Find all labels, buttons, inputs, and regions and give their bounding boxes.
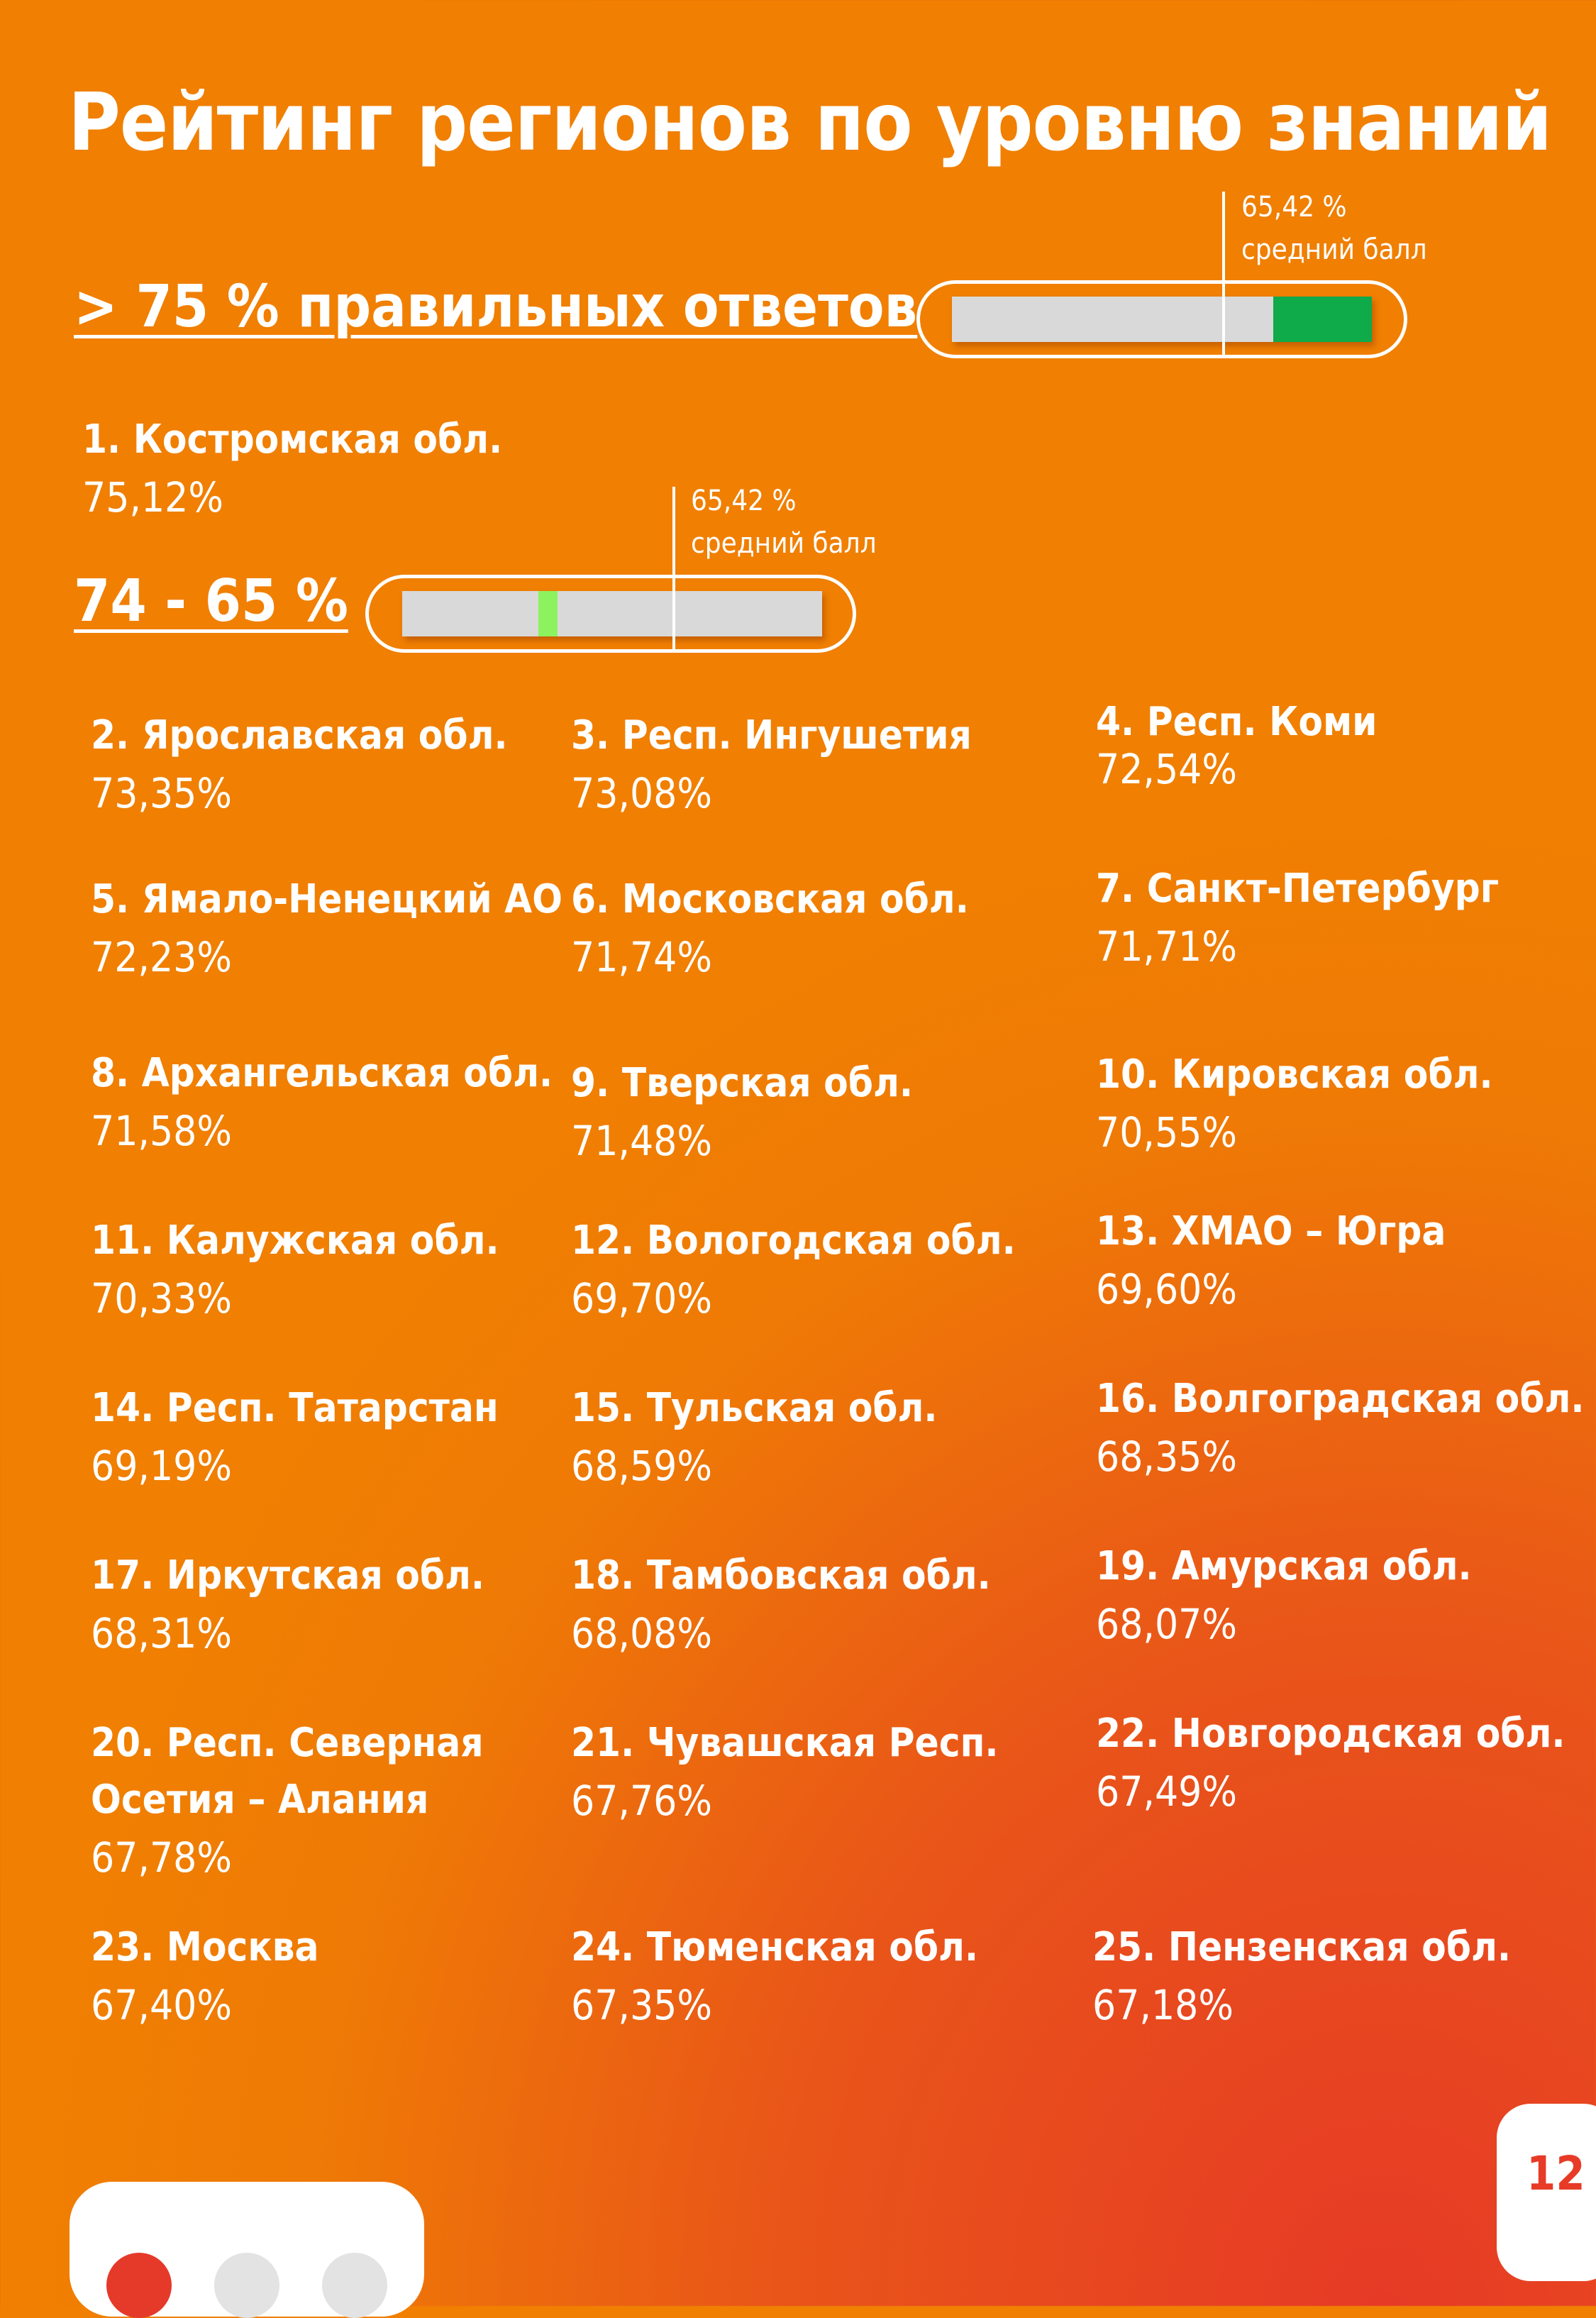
section-heading-above-75: > 75 % правильных ответов — [74, 273, 918, 341]
region-item-22: 22. Новгородская обл. 67,49% — [1096, 1711, 1565, 1816]
page-dot-1[interactable] — [106, 2253, 172, 2318]
region-item-2: 2. Ярославская обл. 73,35% — [91, 712, 508, 817]
region-item-7: 7. Санкт-Петербург 71,71% — [1096, 866, 1500, 971]
region-item-19: 19. Амурская обл. 68,07% — [1096, 1543, 1472, 1648]
region-item-13: 13. ХМАО – Югра 69,60% — [1096, 1208, 1446, 1313]
page-dot-2[interactable] — [214, 2253, 279, 2318]
average-label-2: 65,42 % средний балл — [691, 485, 877, 560]
region-item-25: 25. Пензенская обл. 67,18% — [1092, 1924, 1511, 2029]
section-heading-74-65: 74 - 65 % — [74, 568, 348, 635]
page-number-badge — [1497, 2104, 1596, 2281]
page-dot-3[interactable] — [322, 2253, 387, 2318]
region-item-4: 4. Респ. Коми 72,54% — [1096, 699, 1378, 793]
region-item-23: 23. Москва 67,40% — [91, 1924, 319, 2029]
gauge-track — [402, 591, 822, 636]
region-item-20: 20. Респ. Северная Осетия – Алания 67,78% — [91, 1720, 484, 1882]
gauge-track — [952, 297, 1372, 342]
page-title: Рейтинг регионов по уровню знаний — [68, 77, 1552, 169]
region-item-8: 8. Архангельская обл. 71,58% — [91, 1050, 553, 1155]
region-item-5: 5. Ямало-Ненецкий АО 72,23% — [91, 876, 563, 981]
average-marker-line-1 — [1222, 192, 1225, 356]
average-marker-line-2 — [672, 487, 675, 651]
page-number: 12 — [1526, 2146, 1585, 2201]
region-item-17: 17. Иркутская обл. 68,31% — [91, 1552, 485, 1657]
region-item-21: 21. Чувашская Респ. 67,76% — [571, 1720, 999, 1825]
region-item-6: 6. Московская обл. 71,74% — [571, 876, 969, 981]
region-item-14: 14. Респ. Татарстан 69,19% — [91, 1385, 499, 1490]
gauge-range-fill — [1273, 297, 1372, 342]
region-item-11: 11. Калужская обл. 70,33% — [91, 1218, 499, 1323]
gauge-range-fill — [538, 591, 558, 636]
region-item-24: 24. Тюменская обл. 67,35% — [571, 1924, 979, 2029]
score-gauge-74-65 — [365, 575, 856, 653]
region-item-1: 1. Костромская обл. 75,12% — [82, 416, 503, 521]
region-item-12: 12. Вологодская обл. 69,70% — [571, 1218, 1016, 1323]
average-label-1: 65,42 % средний балл — [1241, 191, 1427, 266]
region-item-15: 15. Тульская обл. 68,59% — [571, 1385, 938, 1490]
region-item-3: 3. Респ. Ингушетия 73,08% — [571, 712, 972, 817]
page-indicator — [70, 2182, 424, 2317]
region-item-10: 10. Кировская обл. 70,55% — [1096, 1052, 1493, 1157]
region-item-9: 9. Тверская обл. 71,48% — [571, 1060, 914, 1165]
region-item-16: 16. Волгоградская обл. 68,35% — [1096, 1376, 1585, 1481]
score-gauge-above-75 — [916, 280, 1407, 358]
region-item-18: 18. Тамбовская обл. 68,08% — [571, 1552, 991, 1657]
